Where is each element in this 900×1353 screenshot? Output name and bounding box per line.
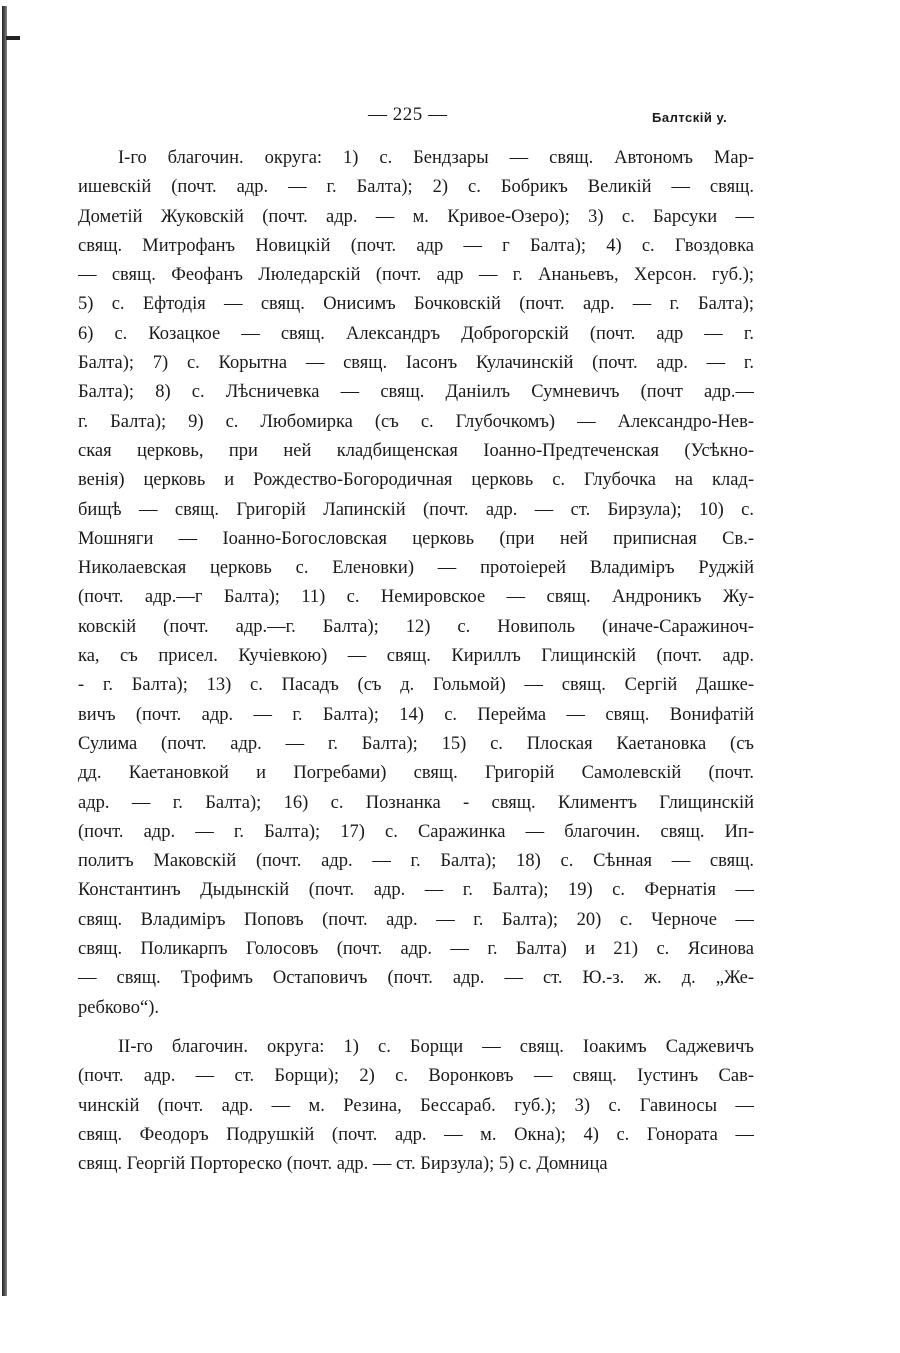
text-line: 6) с. Козацкое — свящ. Александръ Доброгорскій (почт. адр — г. [78, 323, 754, 344]
text-line: (почт. адр. — г. Балта); 17) с. Саражинка — благочин. свящ. Ип- [78, 821, 754, 842]
text-line: политъ Маковскій (почт. адр. — г. Балта); 18) с. Сѣнная — свящ. [78, 851, 754, 872]
text-line: (почт. адр. — ст. Борщи); 2) с. Воронковъ — свящ. Іустинъ Сав- [78, 1066, 754, 1087]
text-line: адр. — г. Балта); 16) с. Познанка - свящ. Климентъ Глищинскій [78, 792, 754, 813]
text-line: дд. Каетановкой и Погребами) свящ. Григорій Самолевскій (почт. [78, 763, 754, 784]
text-line: свящ. Митрофанъ Новицкій (почт. адр — г Балта); 4) с. Гвоздовка [78, 235, 754, 256]
text-line: свящ. Георгій Портореско (почт. адр. — ст. Бирзула); 5) с. Домница [78, 1154, 608, 1175]
text-line: ковскій (почт. адр.—г. Балта); 12) с. Новиполь (иначе-Саражиноч- [78, 616, 754, 637]
paragraph-gap [78, 1023, 754, 1033]
text-line: вичъ (почт. адр. — г. Балта); 14) с. Перейма — свящ. Вонифатій [78, 704, 754, 725]
text-line: Балта); 7) с. Корытна — свящ. Іасонъ Кулачинскій (почт. адр. — г. [78, 353, 754, 374]
text-line: II-го благочин. округа: 1) с. Борщи — свящ. Іоакимъ Саджевичъ [118, 1036, 754, 1057]
body-text [78, 144, 754, 1179]
text-line: свящ. Феодоръ Подрушкій (почт. адр. — м. Окна); 4) с. Гонората — [78, 1124, 754, 1145]
text-line: (почт. адр.—г Балта); 11) с. Немировское — свящ. Андроникъ Жу- [78, 587, 754, 608]
text-line: Балта); 8) с. Лѣсничевка — свящ. Даніилъ Сумневичъ (почт адр.— [78, 382, 754, 403]
paragraph [78, 144, 754, 1023]
text-line: Дометій Жуковскій (почт. адр. — м. Кривое-Озеро); 3) с. Барсуки — [78, 206, 754, 227]
text-line: ская церковь, при ней кладбищенская Іоанно-Предтеченская (Усѣкно- [78, 440, 754, 461]
text-line: чинскій (почт. адр. — м. Резина, Бессараб. губ.); 3) с. Гавиносы — [78, 1095, 754, 1116]
text-line: г. Балта); 9) с. Любомирка (съ с. Глубочкомъ) — Александро-Нев- [78, 411, 754, 432]
text-line: Николаевская церковь с. Еленовки) — протоіерей Владиміръ Руджій [78, 558, 754, 579]
text-line: бищѣ — свящ. Григорій Лапинскій (почт. адр. — ст. Бирзула); 10) с. [78, 499, 754, 520]
binding-mark [6, 36, 20, 40]
text-line: 5) с. Ефтодія — свящ. Онисимъ Бочковскій (почт. адр. — г. Балта); [78, 294, 754, 315]
text-line: - г. Балта); 13) с. Пасадъ (съ д. Гольмой) — свящ. Сергій Дашке- [78, 675, 754, 696]
text-line: Сулима (почт. адр. — г. Балта); 15) с. Плоская Каетановка (съ [78, 733, 754, 754]
text-line: ишевскій (почт. адр. — г. Балта); 2) с. Бобрикъ Великій — свящ. [78, 177, 754, 198]
text-line: ка, съ присел. Кучіевкою) — свящ. Кириллъ Глищинскій (почт. адр. [78, 646, 754, 667]
binding-edge [2, 6, 7, 1296]
page-header [0, 104, 900, 128]
page-number: — 225 — [368, 104, 448, 125]
text-line: свящ. Поликарпъ Голосовъ (почт. адр. — г. Балта) и 21) с. Ясинова [78, 939, 754, 960]
text-line: — свящ. Феофанъ Люледарскій (почт. адр — г. Ананьевъ, Херсон. губ.); [78, 265, 754, 286]
text-line: I-го благочин. округа: 1) с. Бендзары — свящ. Автономъ Мар- [118, 148, 754, 168]
running-head: Балтскій у. [652, 110, 728, 125]
text-line: Константинъ Дыдынскій (почт. адр. — г. Балта); 19) с. Фернатія — [78, 880, 754, 901]
text-line: свящ. Владиміръ Поповъ (почт. адр. — г. Балта); 20) с. Черноче — [78, 909, 754, 930]
text-line: — свящ. Трофимъ Остаповичъ (почт. адр. — ст. Ю.-з. ж. д. „Же- [78, 968, 754, 989]
paragraph [78, 1033, 754, 1179]
text-line: ребково“). [78, 997, 160, 1018]
text-line: Мошняги — Іоанно-Богословская церковь (при ней приписная Св.- [78, 528, 754, 549]
text-line: венія) церковь и Рождество-Богородичная церковь с. Глубочка на клад- [78, 470, 754, 491]
